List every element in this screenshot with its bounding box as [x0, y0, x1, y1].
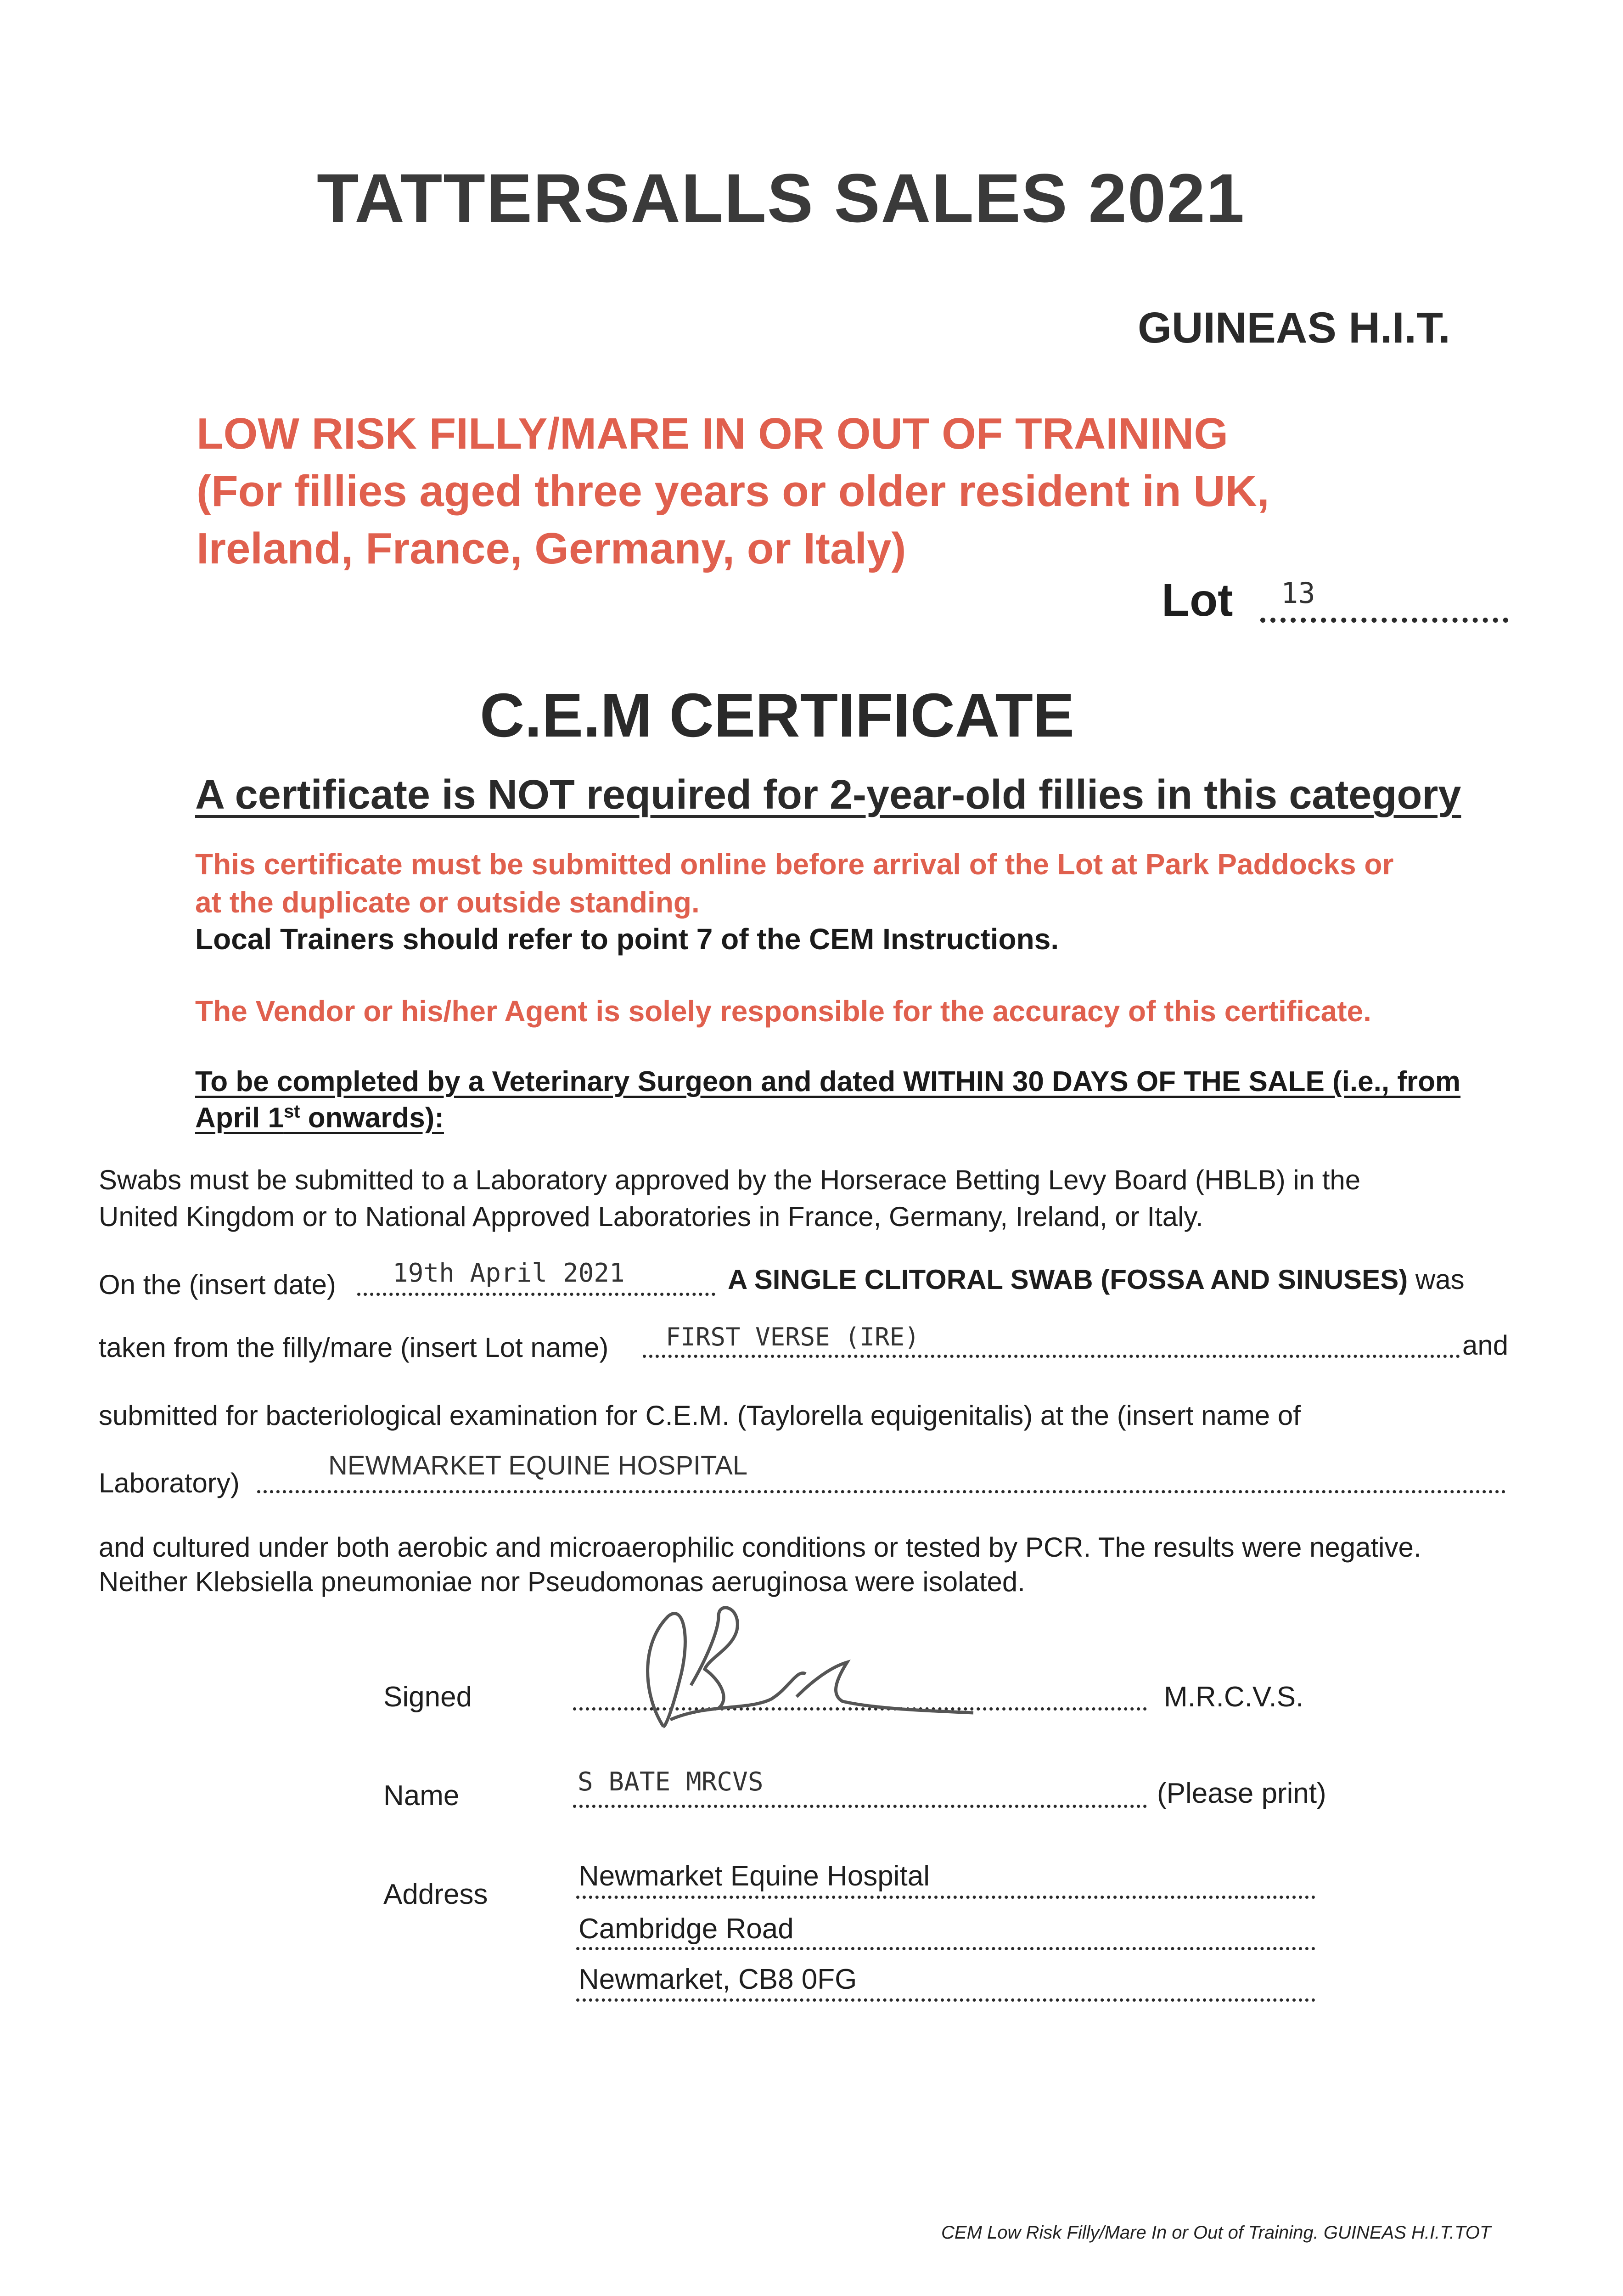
name-label: Name [383, 1780, 460, 1812]
lot-dots [1260, 618, 1508, 623]
certificate-title: C.E.M CERTIFICATE [480, 681, 1074, 750]
lot-name-value: FIRST VERSE (IRE) [666, 1322, 920, 1351]
please-print-label: (Please print) [1157, 1778, 1326, 1809]
laboratory-dots [257, 1490, 1506, 1493]
vendor-notice: The Vendor or his/her Agent is solely responsible for the accuracy of this certificate. [195, 995, 1371, 1028]
swab-type [728, 1264, 1465, 1295]
address-line-1: Newmarket Equine Hospital [578, 1860, 930, 1892]
signed-label: Signed [383, 1681, 472, 1713]
was-text: was [1408, 1264, 1465, 1295]
address-line-3: Newmarket, CB8 0FG [578, 1964, 857, 1995]
category-line-2: (For fillies aged three years or older resident in UK, [197, 467, 1269, 516]
date-dots [357, 1293, 715, 1296]
category-line-1: LOW RISK FILLY/MARE IN OR OUT OF TRAINING [197, 409, 1229, 458]
address-line-2: Cambridge Road [578, 1913, 794, 1945]
swab-type-text: A SINGLE CLITORAL SWAB (FOSSA AND SINUSES) [728, 1264, 1408, 1295]
name-value: S BATE MRCVS [578, 1767, 764, 1797]
address-dots-3 [576, 1998, 1315, 2002]
cultured-line-2: Neither Klebsiella pneumoniae nor Pseudomonas aeruginosa were isolated. [99, 1566, 1025, 1597]
laboratory-value: NEWMARKET EQUINE HOSPITAL [328, 1451, 748, 1480]
and-text: and [1462, 1330, 1509, 1361]
instructions-onwards: onwards): [300, 1102, 444, 1134]
local-trainers-notice: Local Trainers should refer to point 7 of the CEM Instructions. [195, 923, 1059, 956]
address-dots-1 [576, 1896, 1315, 1899]
address-dots-2 [576, 1947, 1315, 1950]
laboratory-label: Laboratory) [99, 1468, 240, 1498]
swabs-line-1: Swabs must be submitted to a Laboratory approved by the Horserace Betting Levy Board (HBLB) in the [99, 1165, 1361, 1195]
submit-notice-line-2: at the duplicate or outside standing. [195, 886, 700, 919]
page-title: TATTERSALLS SALES 2021 [317, 159, 1246, 236]
lot-name-label: taken from the filly/mare (insert Lot name) [99, 1332, 609, 1363]
signature-image [615, 1589, 983, 1740]
date-value: 19th April 2021 [393, 1258, 625, 1288]
instructions-line-2 [195, 1101, 444, 1134]
footer-text: CEM Low Risk Filly/Mare In or Out of Training. GUINEAS H.I.T.TOT [941, 2223, 1491, 2243]
swabs-line-2: United Kingdom or to National Approved Laboratories in France, Germany, Ireland, or Italy. [99, 1201, 1203, 1232]
instructions-line-1: To be completed by a Veterinary Surgeon and dated WITHIN 30 DAYS OF THE SALE (i.e., from [195, 1066, 1461, 1097]
instructions-date-suffix: st [283, 1101, 300, 1121]
cultured-line-1: and cultured under both aerobic and microaerophilic conditions or tested by PCR. The results were negative. [99, 1532, 1421, 1563]
lot-number: 13 [1281, 576, 1315, 610]
lot-name-dots [643, 1355, 1460, 1358]
instructions-date: April 1 [195, 1102, 284, 1134]
lot-label: Lot [1162, 574, 1233, 626]
sale-name: GUINEAS H.I.T. [1138, 304, 1450, 352]
address-label: Address [383, 1879, 488, 1910]
not-required-notice: A certificate is NOT required for 2-year-old fillies in this category [195, 772, 1461, 818]
submit-notice-line-1: This certificate must be submitted online before arrival of the Lot at Park Paddocks or [195, 848, 1394, 881]
mrcvs-label: M.R.C.V.S. [1164, 1681, 1304, 1713]
name-dots [573, 1805, 1147, 1808]
date-label: On the (insert date) [99, 1269, 336, 1300]
category-line-3: Ireland, France, Germany, or Italy) [197, 524, 906, 573]
submitted-line: submitted for bacteriological examination for C.E.M. (Taylorella equigenitalis) at the (insert name of [99, 1400, 1301, 1431]
